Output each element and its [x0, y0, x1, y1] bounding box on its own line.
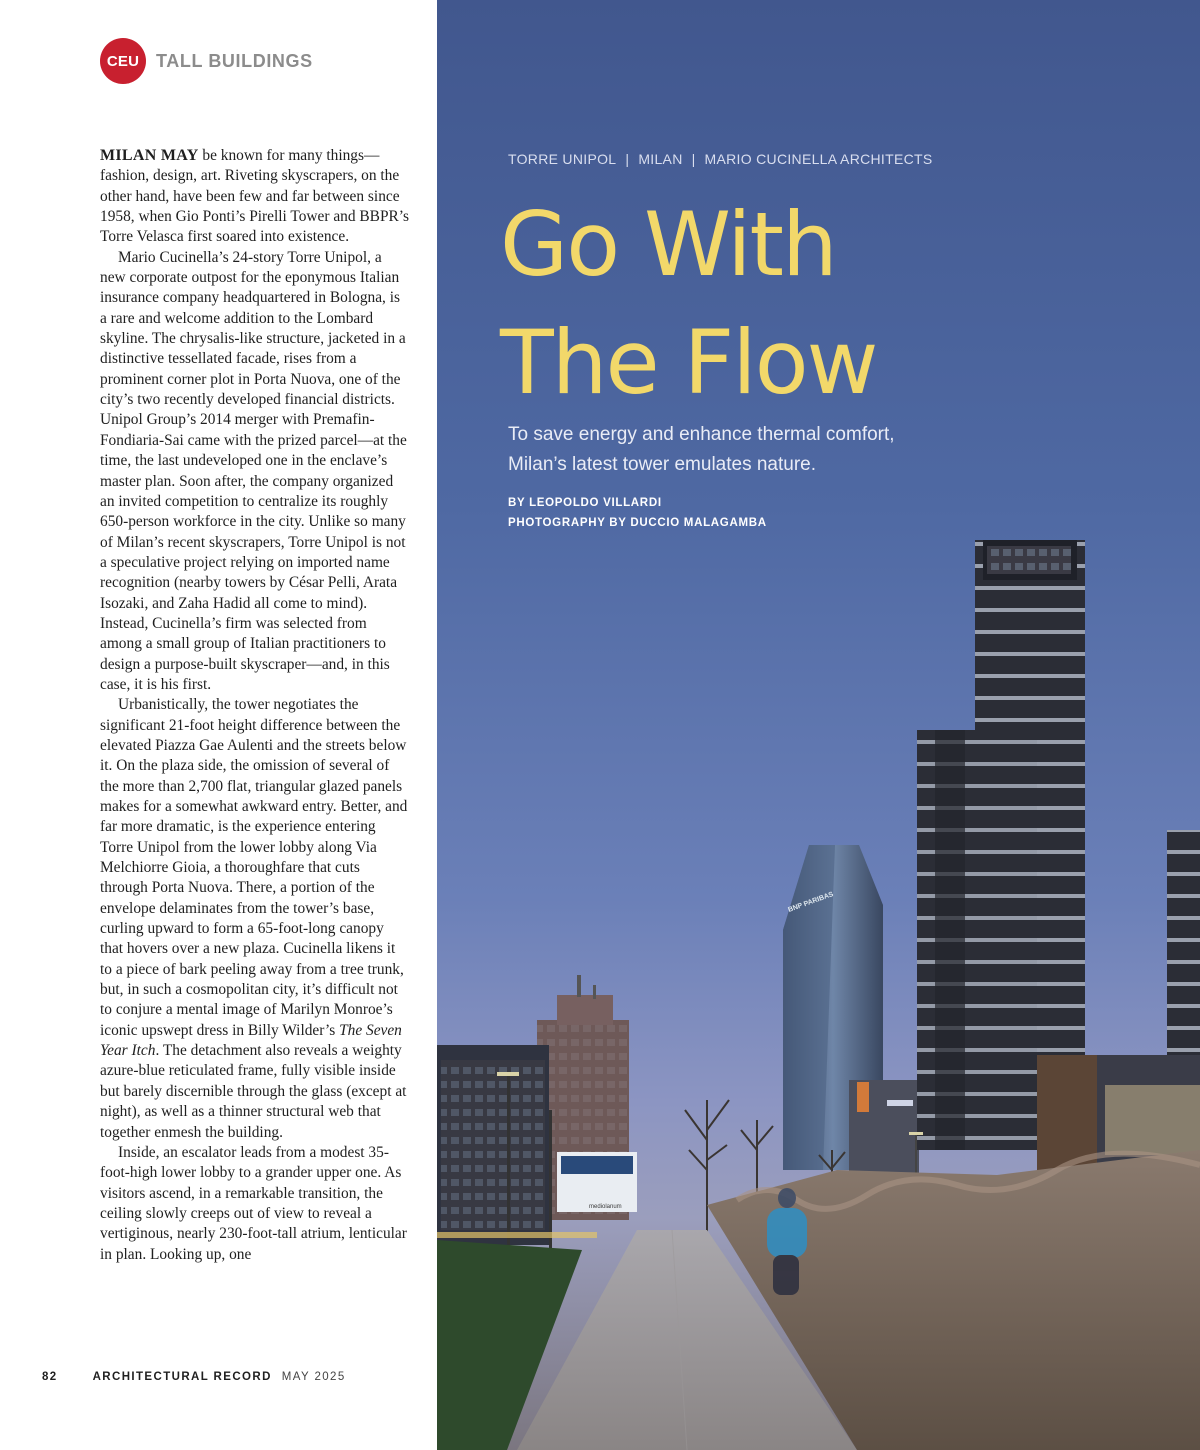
paragraph-3-text: Urbanistically, the tower negotiates the significant 21-foot height difference between the elevated Piazza Gae Aulenti and the streets below it. On the plaza side, the omission of several of the more than 2,700 flat, triangular glazed panels makes for a somewhat awkward entry. Better, and far more dramatic, is the experience entering Torre Unipol from the lower lobby along Via Melchiorre Gioia, a thoroughfare that cuts through Porta Nuova. There, a portion of the envelope delaminates from the tower’s base, curling upward to form a 65-foot-long canopy that hovers over a new plaza. Cucinella likens it to a piece of bark peeling away from a tree trunk, but, in such a cosmopolitan city, it’s difficult not to conjure a mental image of Marilyn Monroe’s iconic upswept dress in Billy Wilder’s	[100, 696, 408, 1039]
paragraph-3	[100, 695, 410, 1143]
section-header	[100, 38, 313, 84]
kicker-project: TORRE UNIPOL	[508, 151, 617, 167]
film-title: The Seven Year Itch	[100, 1021, 402, 1060]
kicker-separator: |	[691, 151, 696, 167]
light-strip	[437, 1232, 597, 1238]
tower-sign: BNP PARIBAS	[787, 891, 835, 914]
residential-tower-short	[917, 730, 1037, 1150]
paragraph-2: Mario Cucinella’s 24-story Torre Unipol, a new corporate outpost for the eponymous Italian insurance company headquartered in Bologna, is a rare and welcome addition to the Lombard skyline. The chrysalis-like structure, jacketed in a distinctive tessellated facade, rises from a prominent corner plot in Porta Nuova, one of the city’s two recently developed financial districts. Unipol Group’s 2014 merger with Premafin-Fondiaria-Sai came with the prized parcel—at the time, the last undeveloped one in the enclave’s master plan. Soon after, the company organized an invited competition to centralize its roughly 650-person workforce in the city. Unlike so many of Milan’s recent skyscrapers, Torre Unipol is not a speculative project relying on imported name recognition (nearby towers by César Pelli, Arata Isozaki, and Zaha Hadid all come to mind). Instead, Cucinella’s firm was selected from among a small group of Italian practitioners to design a purpose-built skyscraper—and, in this case, it is his first.	[100, 248, 407, 693]
paragraph-1	[100, 146, 410, 248]
headline-line-2: The Flow	[500, 311, 877, 414]
credits	[508, 493, 767, 533]
byline: BY LEOPOLDO VILLARDI	[508, 497, 662, 509]
section-title: TALL BUILDINGS	[156, 50, 313, 71]
photo-credit: PHOTOGRAPHY BY DUCCIO MALAGAMBA	[508, 517, 767, 529]
headline	[500, 186, 1060, 422]
kicker-city: MILAN	[638, 151, 683, 167]
page-footer	[42, 1371, 346, 1383]
deck: To save energy and enhance thermal comfort, Milan’s latest tower emulates nature.	[508, 424, 895, 475]
office-block-left	[437, 1045, 549, 1245]
lead-in: MILAN MAY	[100, 147, 199, 164]
kicker-separator: |	[625, 151, 630, 167]
ceu-badge: CEU	[100, 38, 146, 84]
billboard-text: mediolanum	[589, 1204, 622, 1210]
billboard	[557, 1152, 637, 1212]
kicker	[508, 151, 933, 167]
paragraph-1-text: be known for many things—fashion, design, art. Riveting skyscrapers, on the other hand, have been few and far between since 1958, when Gio Ponti’s Pirelli Tower and BBPR’s Torre Velasca first soared into existence.	[100, 147, 410, 246]
headline-line-1: Go With	[500, 193, 836, 296]
kicker-architect: MARIO CUCINELLA ARCHITECTS	[704, 151, 933, 167]
issue-date: MAY 2025	[281, 1371, 346, 1383]
article-body	[100, 146, 410, 1265]
page-number: 82	[42, 1371, 58, 1383]
paragraph-4: Inside, an escalator leads from a modest 35-foot-high lower lobby to a grander upper one. As visitors ascend, in a remarkable transition, the ceiling slowly creeps out of view to reveal a vertiginous, nearly 230-foot-tall atrium, lenticular in plan. Looking up, one	[100, 1143, 407, 1263]
magazine-name: ARCHITECTURAL RECORD	[92, 1371, 272, 1383]
text-page	[0, 0, 437, 1450]
paragraph-3-end: . The detachment also reveals a weighty azure-blue reticulated frame, fully visible inside but barely discernible through the glass (except at night), as well as a thinner structural web that together enmesh the building.	[100, 1042, 407, 1141]
